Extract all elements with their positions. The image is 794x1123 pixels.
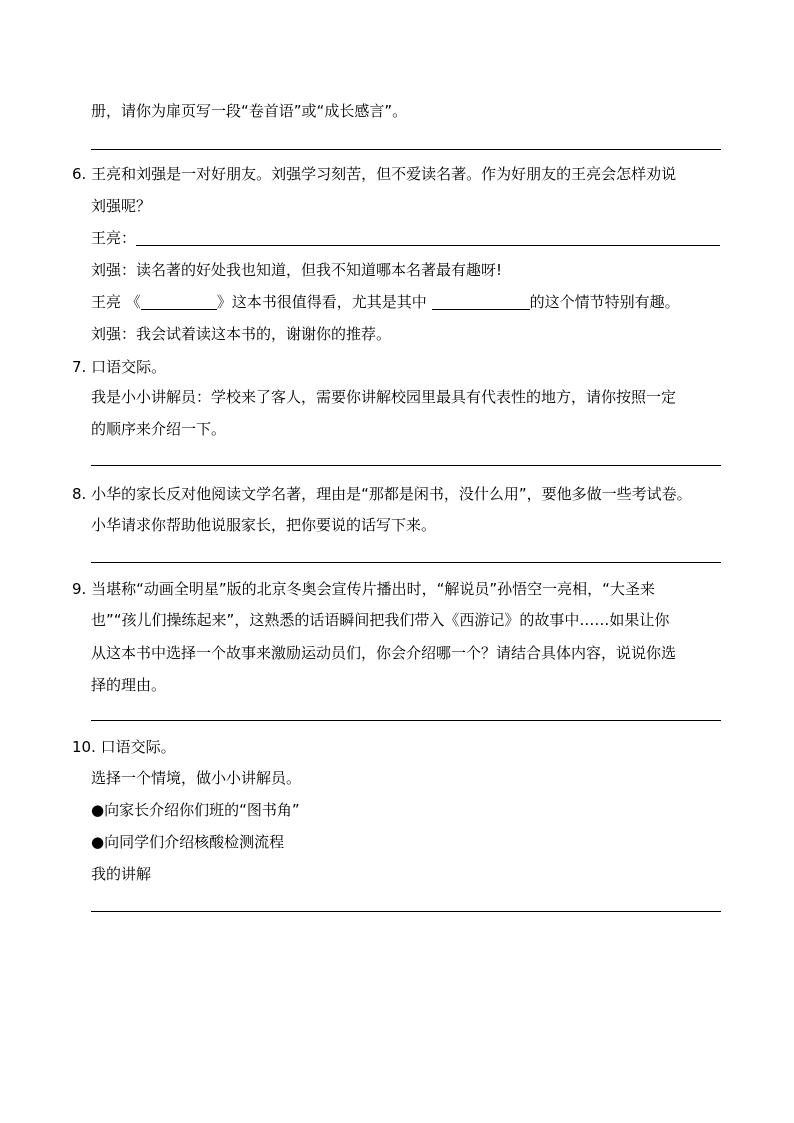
dialogue-part-c: 的这个情节特别有趣。 bbox=[529, 293, 680, 311]
plot-blank[interactable] bbox=[432, 293, 530, 310]
question-10-option-2: ●向同学们介绍核酸检测流程 bbox=[91, 833, 285, 851]
dialogue-wangliang-1 bbox=[91, 228, 720, 248]
question-9-text-3: 从这本书中选择一个故事来激励运动员们，你会介绍哪一个？请结合具体内容，说说你选 bbox=[91, 644, 677, 662]
question-7-text: 我是小小讲解员：学校来了客人，需要你讲解校园里最具有代表性的地方，请你按照一定 bbox=[91, 388, 677, 406]
question-9-text: 9. 当堪称“动画全明星”版的北京冬奥会宣传片播出时，“解说员”孙悟空一亮相，“大圣来 bbox=[72, 580, 655, 598]
dialogue-liuqiang-1: 刘强：读名著的好处我也知道，但我不知道哪本名著最有趣呀! bbox=[91, 261, 503, 279]
dialogue-wangliang-2 bbox=[91, 292, 680, 312]
dialogue-answer-blank[interactable] bbox=[136, 229, 720, 246]
dialogue-part-a: 王亮 《 bbox=[91, 293, 141, 311]
question-10-text: 选择一个情境，做小小讲解员。 bbox=[91, 769, 302, 787]
dialogue-liuqiang-2: 刘强：我会试着读这本书的，谢谢你的推荐。 bbox=[91, 325, 392, 343]
speaker-label: 王亮： bbox=[91, 229, 137, 247]
answer-line-q8[interactable] bbox=[91, 562, 721, 563]
question-10-answer-label: 我的讲解 bbox=[91, 865, 152, 883]
answer-line-intro[interactable] bbox=[91, 149, 721, 150]
intro-text: 册，请你为扉页写一段“卷首语”或“成长感言”。 bbox=[91, 102, 408, 120]
dialogue-part-b: 》这本书很值得看，尤其是其中 bbox=[216, 293, 432, 311]
answer-line-q7[interactable] bbox=[91, 465, 721, 466]
question-6-text-cont: 刘强呢？ bbox=[91, 197, 152, 215]
question-7-title: 7. 口语交际。 bbox=[72, 358, 167, 376]
answer-line-q9[interactable] bbox=[91, 720, 721, 721]
question-10-option-1: ●向家长介绍你们班的“图书角” bbox=[91, 801, 300, 819]
answer-line-q10[interactable] bbox=[91, 911, 721, 912]
question-9-text-4: 择的理由。 bbox=[91, 676, 167, 694]
question-6-text: 6. 王亮和刘强是一对好朋友。刘强学习刻苦，但不爱读名著。作为好朋友的王亮会怎样劝说 bbox=[72, 165, 677, 183]
book-title-blank[interactable] bbox=[141, 293, 217, 310]
question-8-text: 8. 小华的家长反对他阅读文学名著，理由是“那都是闲书，没什么用”，要他多做一些考试卷。 bbox=[72, 485, 692, 503]
question-7-text-cont: 的顺序来介绍一下。 bbox=[91, 420, 227, 438]
question-10-title: 10. 口语交际。 bbox=[72, 738, 176, 756]
question-8-text-cont: 小华请求你帮助他说服家长，把你要说的话写下来。 bbox=[91, 516, 437, 534]
question-9-text-2: 也”“孩儿们操练起来”，这熟悉的话语瞬间把我们带入《西游记》的故事中……如果让你 bbox=[91, 611, 670, 629]
